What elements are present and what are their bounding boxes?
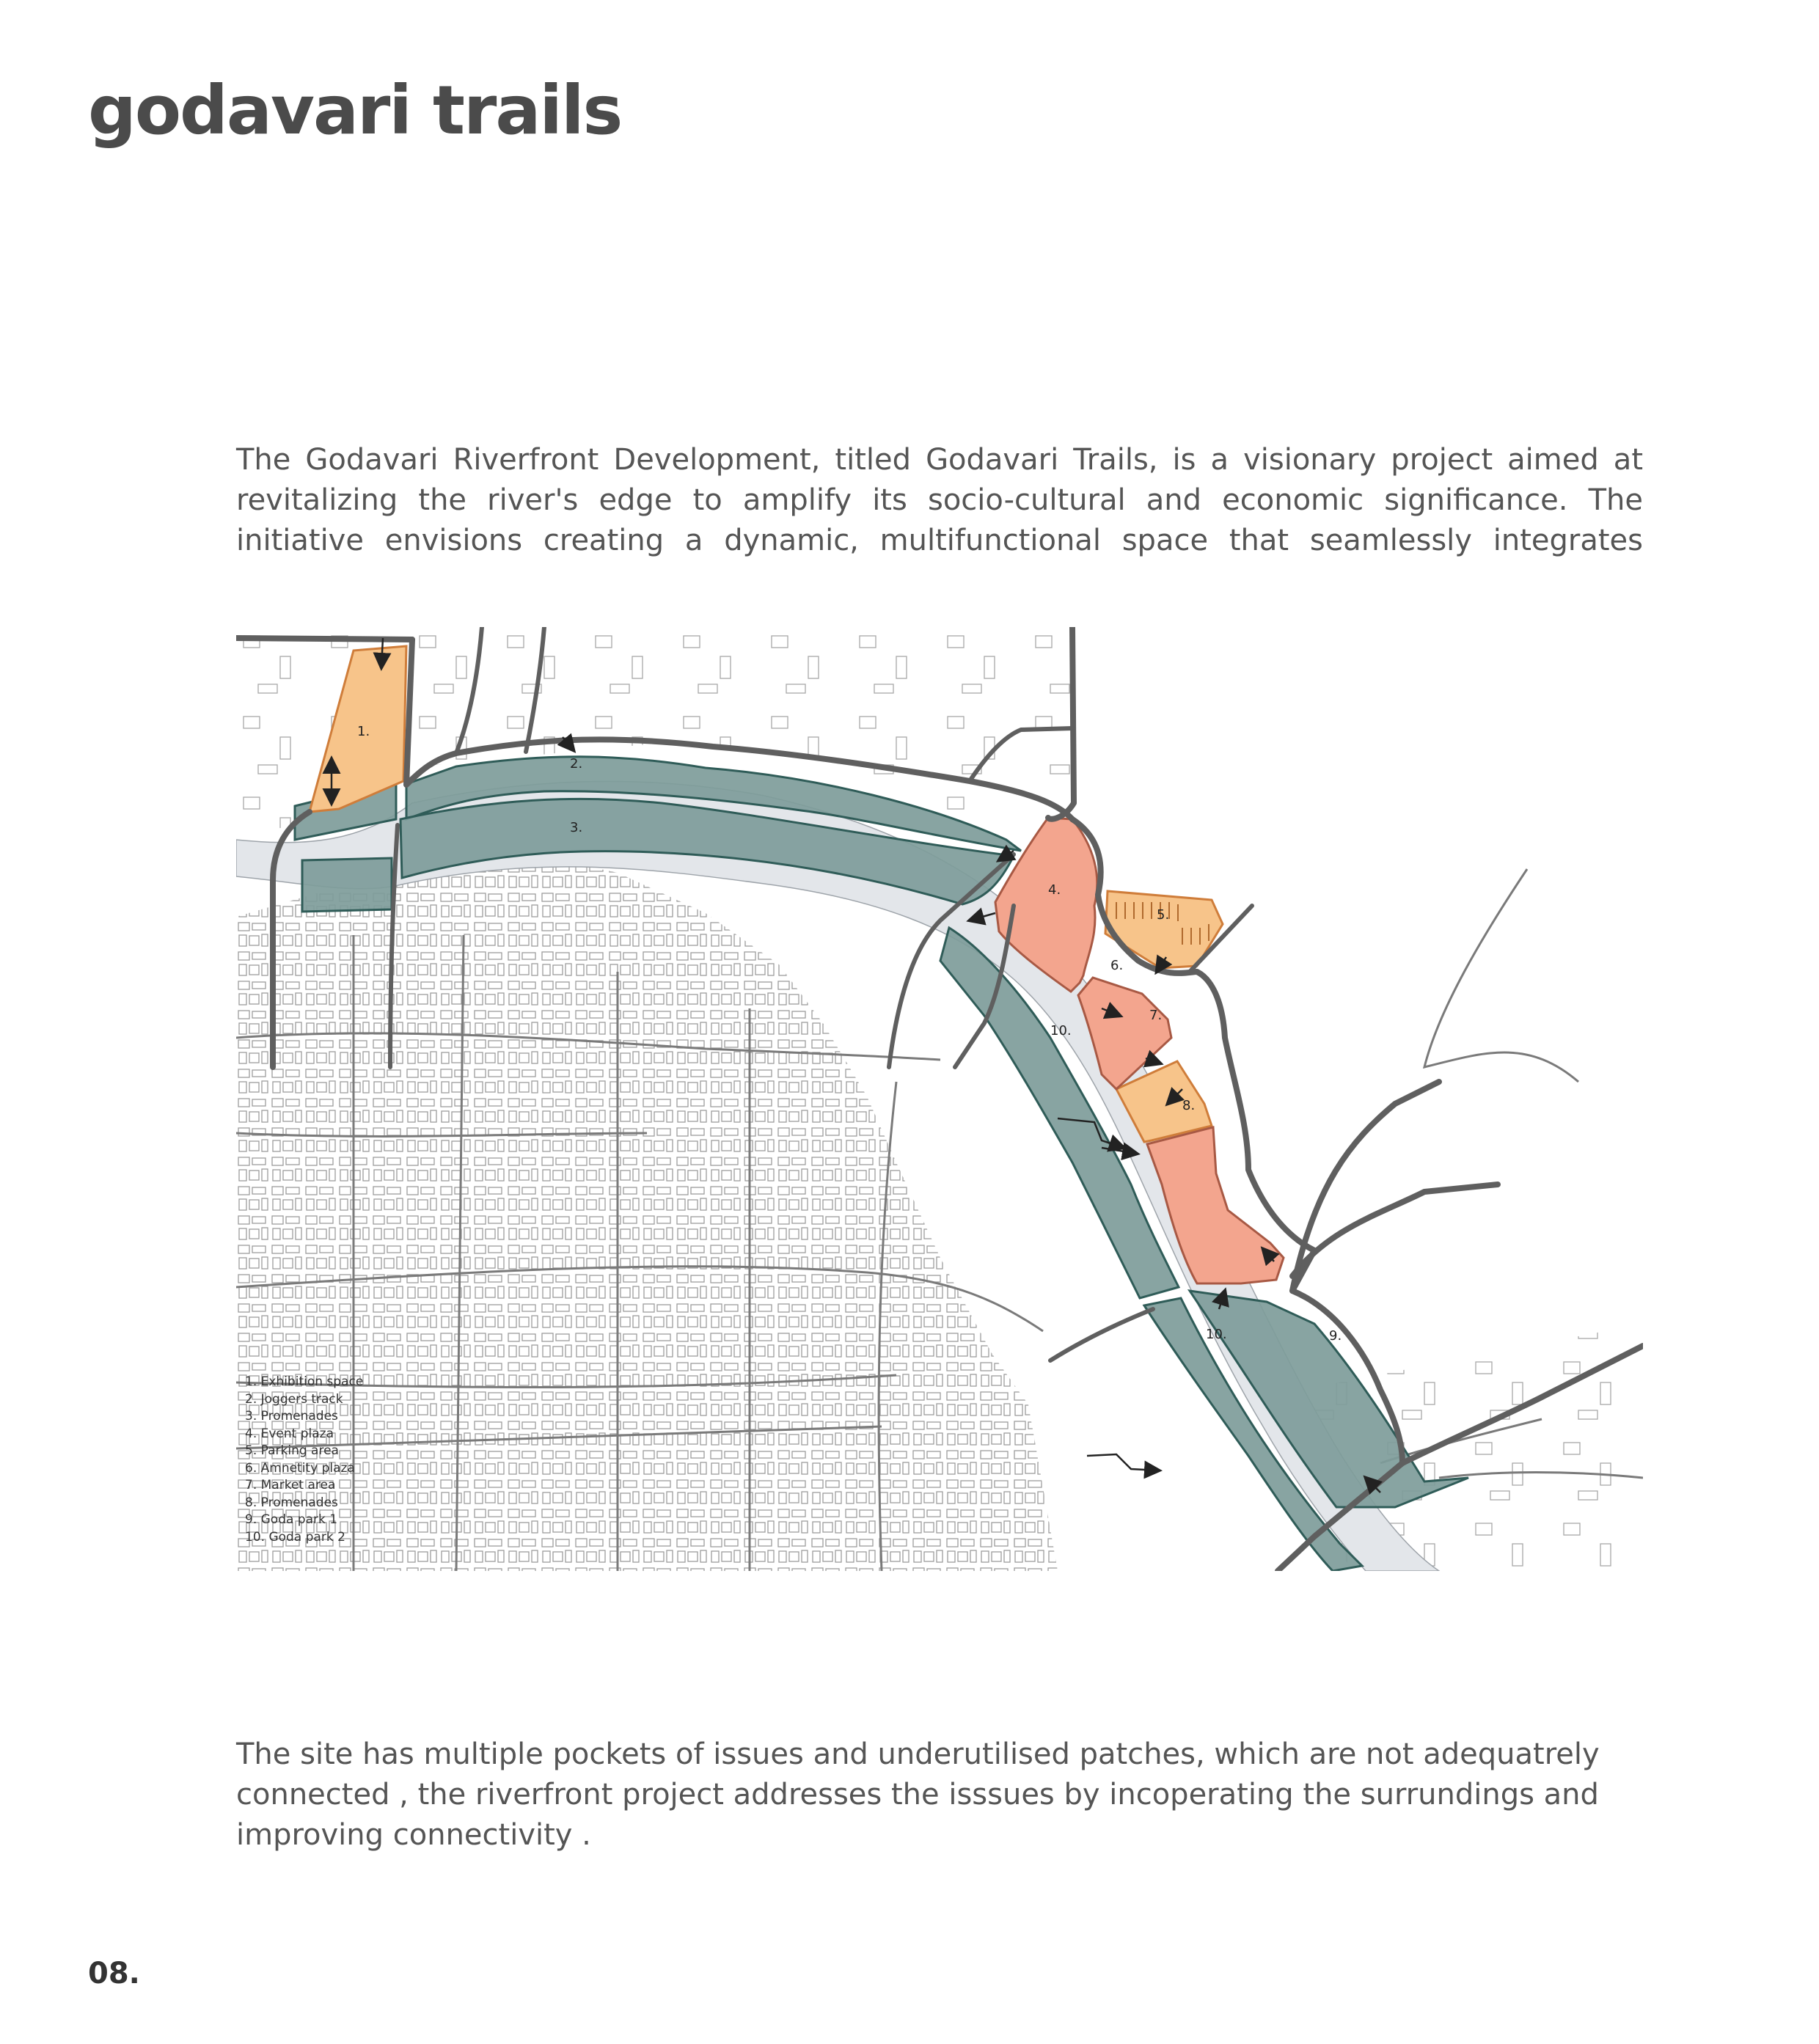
- zone-label-10-south: 10.: [1206, 1327, 1227, 1342]
- zone-label-3: 3.: [570, 820, 583, 835]
- intro-paragraph: The Godavari Riverfront Development, titled Godavari Trails, is a visionary project aimed at revitalizing the river's edge to amplify its socio-cultural and economic significance. The initiative envisions creating a dynamic, multifunctional space that seamlessly integrates: [236, 443, 1643, 557]
- legend-item: 9. Goda park 1: [245, 1512, 338, 1527]
- zone-label-7: 7.: [1149, 1008, 1163, 1023]
- zone-label-1: 1.: [357, 724, 370, 739]
- page-number: 08.: [88, 1957, 140, 1990]
- page-title: godavari trails: [88, 71, 622, 150]
- zone-label-5: 5.: [1157, 907, 1170, 923]
- map-legend: [245, 1374, 363, 1546]
- legend-item: 6. Amnetity plaza: [245, 1460, 355, 1476]
- legend-item: 5. Parking area: [245, 1443, 339, 1458]
- zone-label-4: 4.: [1048, 882, 1061, 898]
- legend-item: 8. Promenades: [245, 1495, 338, 1510]
- legend-item: 10. Goda park 2: [245, 1529, 345, 1545]
- zone-3-promenade-west: [302, 858, 392, 912]
- zone-label-9: 9.: [1329, 1328, 1342, 1344]
- zone-label-10-north: 10.: [1050, 1023, 1072, 1039]
- legend-item: 4. Event plaza: [245, 1426, 334, 1441]
- zone-label-6: 6.: [1110, 958, 1124, 973]
- zone-label-8: 8.: [1182, 1098, 1196, 1113]
- legend-item: 1. Exhibition space: [245, 1374, 364, 1389]
- legend-item: 3. Promenades: [245, 1409, 338, 1424]
- zone-label-2: 2.: [570, 756, 583, 772]
- legend-item: 2. Joggers track: [245, 1391, 343, 1407]
- site-map: [236, 627, 1643, 1571]
- legend-item: 7. Market area: [245, 1478, 336, 1492]
- closing-paragraph: The site has multiple pockets of issues and underutilised patches, which are not adequatrely connected , the riverfront project addresses the isssues by incoperating the surrundings and improving connectivity .: [236, 1737, 1600, 1852]
